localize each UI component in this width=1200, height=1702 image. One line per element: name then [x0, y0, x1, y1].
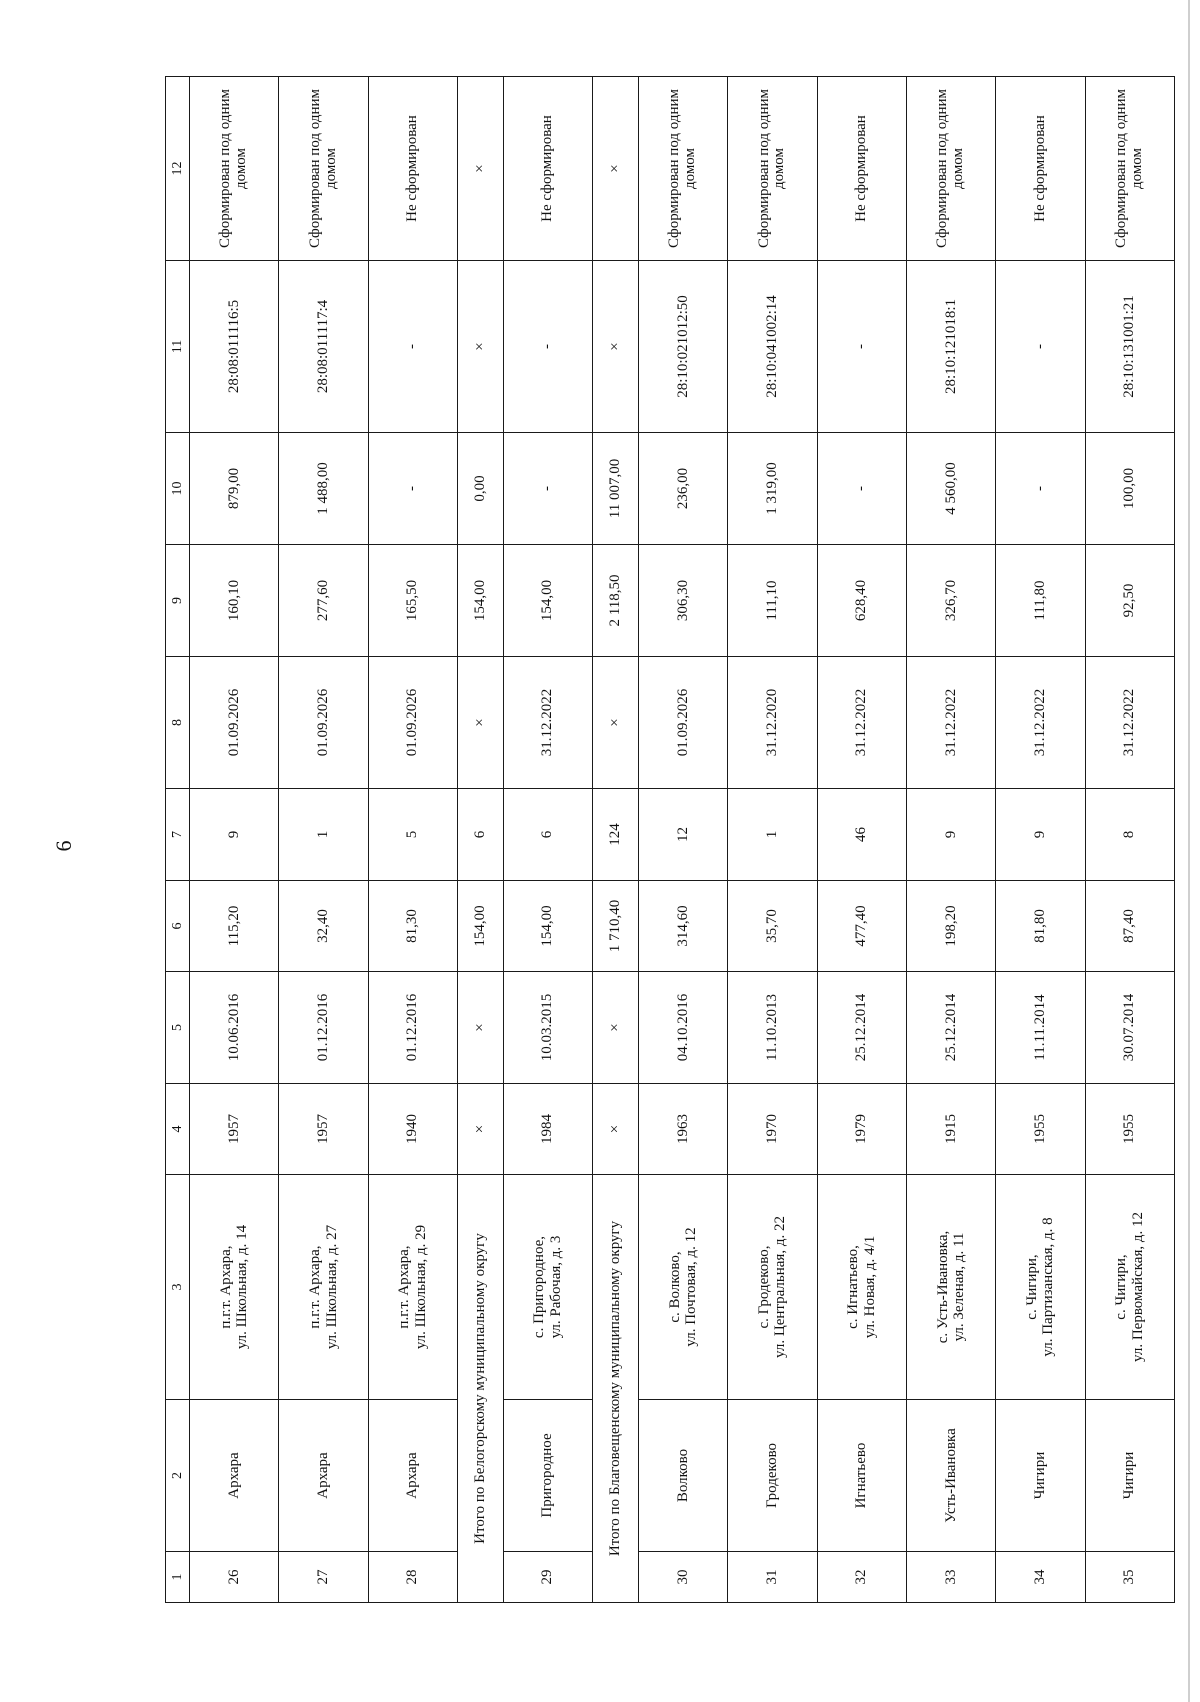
land-area: -	[503, 433, 592, 545]
area-value: 81,30	[368, 881, 457, 972]
total-area: 628,40	[817, 545, 906, 657]
residents-count: 124	[593, 789, 639, 881]
total-area: 165,50	[368, 545, 457, 657]
address-line-street: ул. Новая, д. 4/1	[861, 1235, 878, 1339]
column-header-2: 2	[166, 1400, 190, 1552]
land-area: -	[368, 433, 457, 545]
rotated-table-frame	[165, 77, 1175, 1603]
recognition-date: 10.03.2015	[503, 972, 592, 1084]
table-row	[906, 77, 995, 1603]
recognition-date: 11.10.2013	[728, 972, 817, 1084]
table-row	[1085, 77, 1174, 1603]
residents-count: 1	[279, 789, 368, 881]
residents-count: 9	[906, 789, 995, 881]
table-row	[190, 77, 279, 1603]
total-area: 111,10	[728, 545, 817, 657]
address-cell	[279, 1175, 368, 1400]
land-status: Сформирован под одним домом	[279, 77, 368, 261]
row-number: 32	[817, 1552, 906, 1603]
row-number: 35	[1085, 1552, 1174, 1603]
area-value: 314,60	[638, 881, 727, 972]
column-header-9: 9	[166, 545, 190, 657]
row-number: 33	[906, 1552, 995, 1603]
table-row	[817, 77, 906, 1603]
address-line-locality: с. Пригородное,	[531, 1235, 548, 1339]
cadastral-number: 28:10:021012:50	[638, 261, 727, 433]
land-area: 100,00	[1085, 433, 1174, 545]
address-line-street: ул. Рабочая, д. 3	[547, 1235, 564, 1339]
area-value: 1 710,40	[593, 881, 639, 972]
residents-count: 9	[996, 789, 1085, 881]
total-area: 154,00	[503, 545, 592, 657]
settlement-name: Архара	[279, 1400, 368, 1552]
table-row	[728, 77, 817, 1603]
area-value: 87,40	[1085, 881, 1174, 972]
address-cell	[996, 1175, 1085, 1400]
address-line-street: ул. Школьная, д. 14	[234, 1224, 251, 1350]
address-line-street: ул. Центральная, д. 22	[772, 1216, 789, 1358]
table-row	[503, 77, 592, 1603]
land-status: Не сформирован	[996, 77, 1085, 261]
land-area: 1 488,00	[279, 433, 368, 545]
row-number: 34	[996, 1552, 1085, 1603]
table-row	[638, 77, 727, 1603]
build-year: 1979	[817, 1084, 906, 1175]
build-year: 1955	[996, 1084, 1085, 1175]
planned-date: 31.12.2020	[728, 657, 817, 789]
column-header-4: 4	[166, 1084, 190, 1175]
settlement-name: Чигири	[1085, 1400, 1174, 1552]
settlement-name: Архара	[190, 1400, 279, 1552]
land-area: 1 319,00	[728, 433, 817, 545]
total-area: 306,30	[638, 545, 727, 657]
cadastral-number: 28:10:131001:21	[1085, 261, 1174, 433]
address-line-street: ул. Школьная, д. 27	[323, 1224, 340, 1350]
address-cell	[368, 1175, 457, 1400]
settlement-name: Чигири	[996, 1400, 1085, 1552]
build-year: 1957	[279, 1084, 368, 1175]
recognition-date: 01.12.2016	[279, 972, 368, 1084]
build-year: 1955	[1085, 1084, 1174, 1175]
total-area: 277,60	[279, 545, 368, 657]
address-line-locality: п.г.т. Архара,	[307, 1245, 324, 1329]
address-line-street: ул. Почтовая, д. 12	[683, 1227, 700, 1347]
total-area: 160,10	[190, 545, 279, 657]
address-line-locality: с. Гродеково,	[755, 1245, 772, 1329]
land-status: Сформирован под одним домом	[1085, 77, 1174, 261]
address-line-locality: с. Волково,	[666, 1251, 683, 1323]
land-status: Сформирован под одним домом	[190, 77, 279, 261]
column-header-12: 12	[166, 77, 190, 261]
land-area: 236,00	[638, 433, 727, 545]
planned-date: ×	[458, 657, 504, 789]
table-row	[996, 77, 1085, 1603]
page-number: 6	[51, 840, 76, 852]
area-value: 477,40	[817, 881, 906, 972]
table-row	[279, 77, 368, 1603]
column-header-5: 5	[166, 972, 190, 1084]
land-area: 11 007,00	[593, 433, 639, 545]
planned-date: 31.12.2022	[996, 657, 1085, 789]
total-area: 154,00	[458, 545, 504, 657]
planned-date: 01.09.2026	[368, 657, 457, 789]
planned-date: 01.09.2026	[190, 657, 279, 789]
recognition-date: 01.12.2016	[368, 972, 457, 1084]
cadastral-number: 28:08:011117:4	[279, 261, 368, 433]
row-number: 29	[503, 1552, 592, 1603]
cadastral-number: 28:10:121018:1	[906, 261, 995, 433]
scan-edge	[1188, 0, 1190, 1702]
build-year: 1915	[906, 1084, 995, 1175]
row-number: 31	[728, 1552, 817, 1603]
settlement-name: Пригородное	[503, 1400, 592, 1552]
housing-table	[165, 76, 1175, 1603]
build-year: 1984	[503, 1084, 592, 1175]
address-line-locality: п.г.т. Архара,	[217, 1245, 234, 1329]
residents-count: 9	[190, 789, 279, 881]
cadastral-number: 28:08:011116:5	[190, 261, 279, 433]
land-status: Сформирован под одним домом	[906, 77, 995, 261]
build-year: 1940	[368, 1084, 457, 1175]
column-header-1: 1	[166, 1552, 190, 1603]
residents-count: 5	[368, 789, 457, 881]
land-status: ×	[593, 77, 639, 261]
address-line-street: ул. Зеленая, д. 11	[951, 1232, 968, 1342]
land-area: 0,00	[458, 433, 504, 545]
cadastral-number: -	[503, 261, 592, 433]
land-status: Не сформирован	[368, 77, 457, 261]
recognition-date: 30.07.2014	[1085, 972, 1174, 1084]
table-container	[165, 77, 1175, 1603]
settlement-name: Игнатьево	[817, 1400, 906, 1552]
table-row	[368, 77, 457, 1603]
column-header-7: 7	[166, 789, 190, 881]
recognition-date: 11.11.2014	[996, 972, 1085, 1084]
address-line-street: ул. Школьная, д. 29	[412, 1224, 429, 1350]
total-area: 326,70	[906, 545, 995, 657]
build-year: ×	[593, 1084, 639, 1175]
settlement-name: Архара	[368, 1400, 457, 1552]
land-area: 4 560,00	[906, 433, 995, 545]
residents-count: 8	[1085, 789, 1174, 881]
cadastral-number: ×	[458, 261, 504, 433]
planned-date: 31.12.2022	[817, 657, 906, 789]
total-area: 2 118,50	[593, 545, 639, 657]
column-header-10: 10	[166, 433, 190, 545]
address-cell	[503, 1175, 592, 1400]
land-status: Не сформирован	[503, 77, 592, 261]
total-row	[593, 77, 639, 1603]
address-cell	[817, 1175, 906, 1400]
total-area: 111,80	[996, 545, 1085, 657]
build-year: 1970	[728, 1084, 817, 1175]
total-label: Итого по Белогорскому муниципальному округу	[458, 1175, 504, 1603]
total-row	[458, 77, 504, 1603]
build-year: ×	[458, 1084, 504, 1175]
column-header-6: 6	[166, 881, 190, 972]
build-year: 1957	[190, 1084, 279, 1175]
address-cell	[728, 1175, 817, 1400]
column-header-11: 11	[166, 261, 190, 433]
settlement-name: Усть-Ивановка	[906, 1400, 995, 1552]
planned-date: 31.12.2022	[503, 657, 592, 789]
address-line-street: ул. Партизанская, д. 8	[1040, 1217, 1057, 1357]
planned-date: 31.12.2022	[1085, 657, 1174, 789]
recognition-date: 04.10.2016	[638, 972, 727, 1084]
recognition-date: 10.06.2016	[190, 972, 279, 1084]
row-number: 28	[368, 1552, 457, 1603]
cadastral-number: -	[996, 261, 1085, 433]
area-value: 154,00	[458, 881, 504, 972]
land-area: 879,00	[190, 433, 279, 545]
total-label: Итого по Благовещенскому муниципальному округу	[593, 1175, 639, 1603]
row-number: 26	[190, 1552, 279, 1603]
address-cell	[906, 1175, 995, 1400]
recognition-date: ×	[458, 972, 504, 1084]
area-value: 32,40	[279, 881, 368, 972]
planned-date: 31.12.2022	[906, 657, 995, 789]
address-line-locality: п.г.т. Архара,	[396, 1245, 413, 1329]
recognition-date: ×	[593, 972, 639, 1084]
residents-count: 46	[817, 789, 906, 881]
address-cell	[1085, 1175, 1174, 1400]
area-value: 154,00	[503, 881, 592, 972]
land-status: Не сформирован	[817, 77, 906, 261]
land-area: -	[996, 433, 1085, 545]
table-body	[190, 77, 1175, 1603]
address-cell	[190, 1175, 279, 1400]
area-value: 198,20	[906, 881, 995, 972]
cadastral-number: -	[368, 261, 457, 433]
build-year: 1963	[638, 1084, 727, 1175]
land-status: Сформирован под одним домом	[638, 77, 727, 261]
residents-count: 6	[458, 789, 504, 881]
row-number: 27	[279, 1552, 368, 1603]
total-area: 92,50	[1085, 545, 1174, 657]
land-area: -	[817, 433, 906, 545]
address-line-locality: с. Усть-Ивановка,	[934, 1230, 951, 1344]
address-line-street: ул. Первомайская, д. 12	[1129, 1212, 1146, 1362]
land-status: Сформирован под одним домом	[728, 77, 817, 261]
recognition-date: 25.12.2014	[817, 972, 906, 1084]
area-value: 115,20	[190, 881, 279, 972]
land-status: ×	[458, 77, 504, 261]
residents-count: 1	[728, 789, 817, 881]
recognition-date: 25.12.2014	[906, 972, 995, 1084]
address-line-locality: с. Игнатьево,	[845, 1245, 862, 1329]
settlement-name: Гродеково	[728, 1400, 817, 1552]
column-header-3: 3	[166, 1175, 190, 1400]
residents-count: 6	[503, 789, 592, 881]
cadastral-number: 28:10:041002:14	[728, 261, 817, 433]
row-number: 30	[638, 1552, 727, 1603]
header-row	[166, 77, 190, 1603]
planned-date: 01.09.2026	[638, 657, 727, 789]
planned-date: ×	[593, 657, 639, 789]
settlement-name: Волково	[638, 1400, 727, 1552]
column-header-8: 8	[166, 657, 190, 789]
cadastral-number: -	[817, 261, 906, 433]
address-cell	[638, 1175, 727, 1400]
planned-date: 01.09.2026	[279, 657, 368, 789]
residents-count: 12	[638, 789, 727, 881]
cadastral-number: ×	[593, 261, 639, 433]
area-value: 81,80	[996, 881, 1085, 972]
address-line-locality: с. Чигири,	[1023, 1254, 1040, 1320]
area-value: 35,70	[728, 881, 817, 972]
address-line-locality: с. Чигири,	[1113, 1254, 1130, 1320]
